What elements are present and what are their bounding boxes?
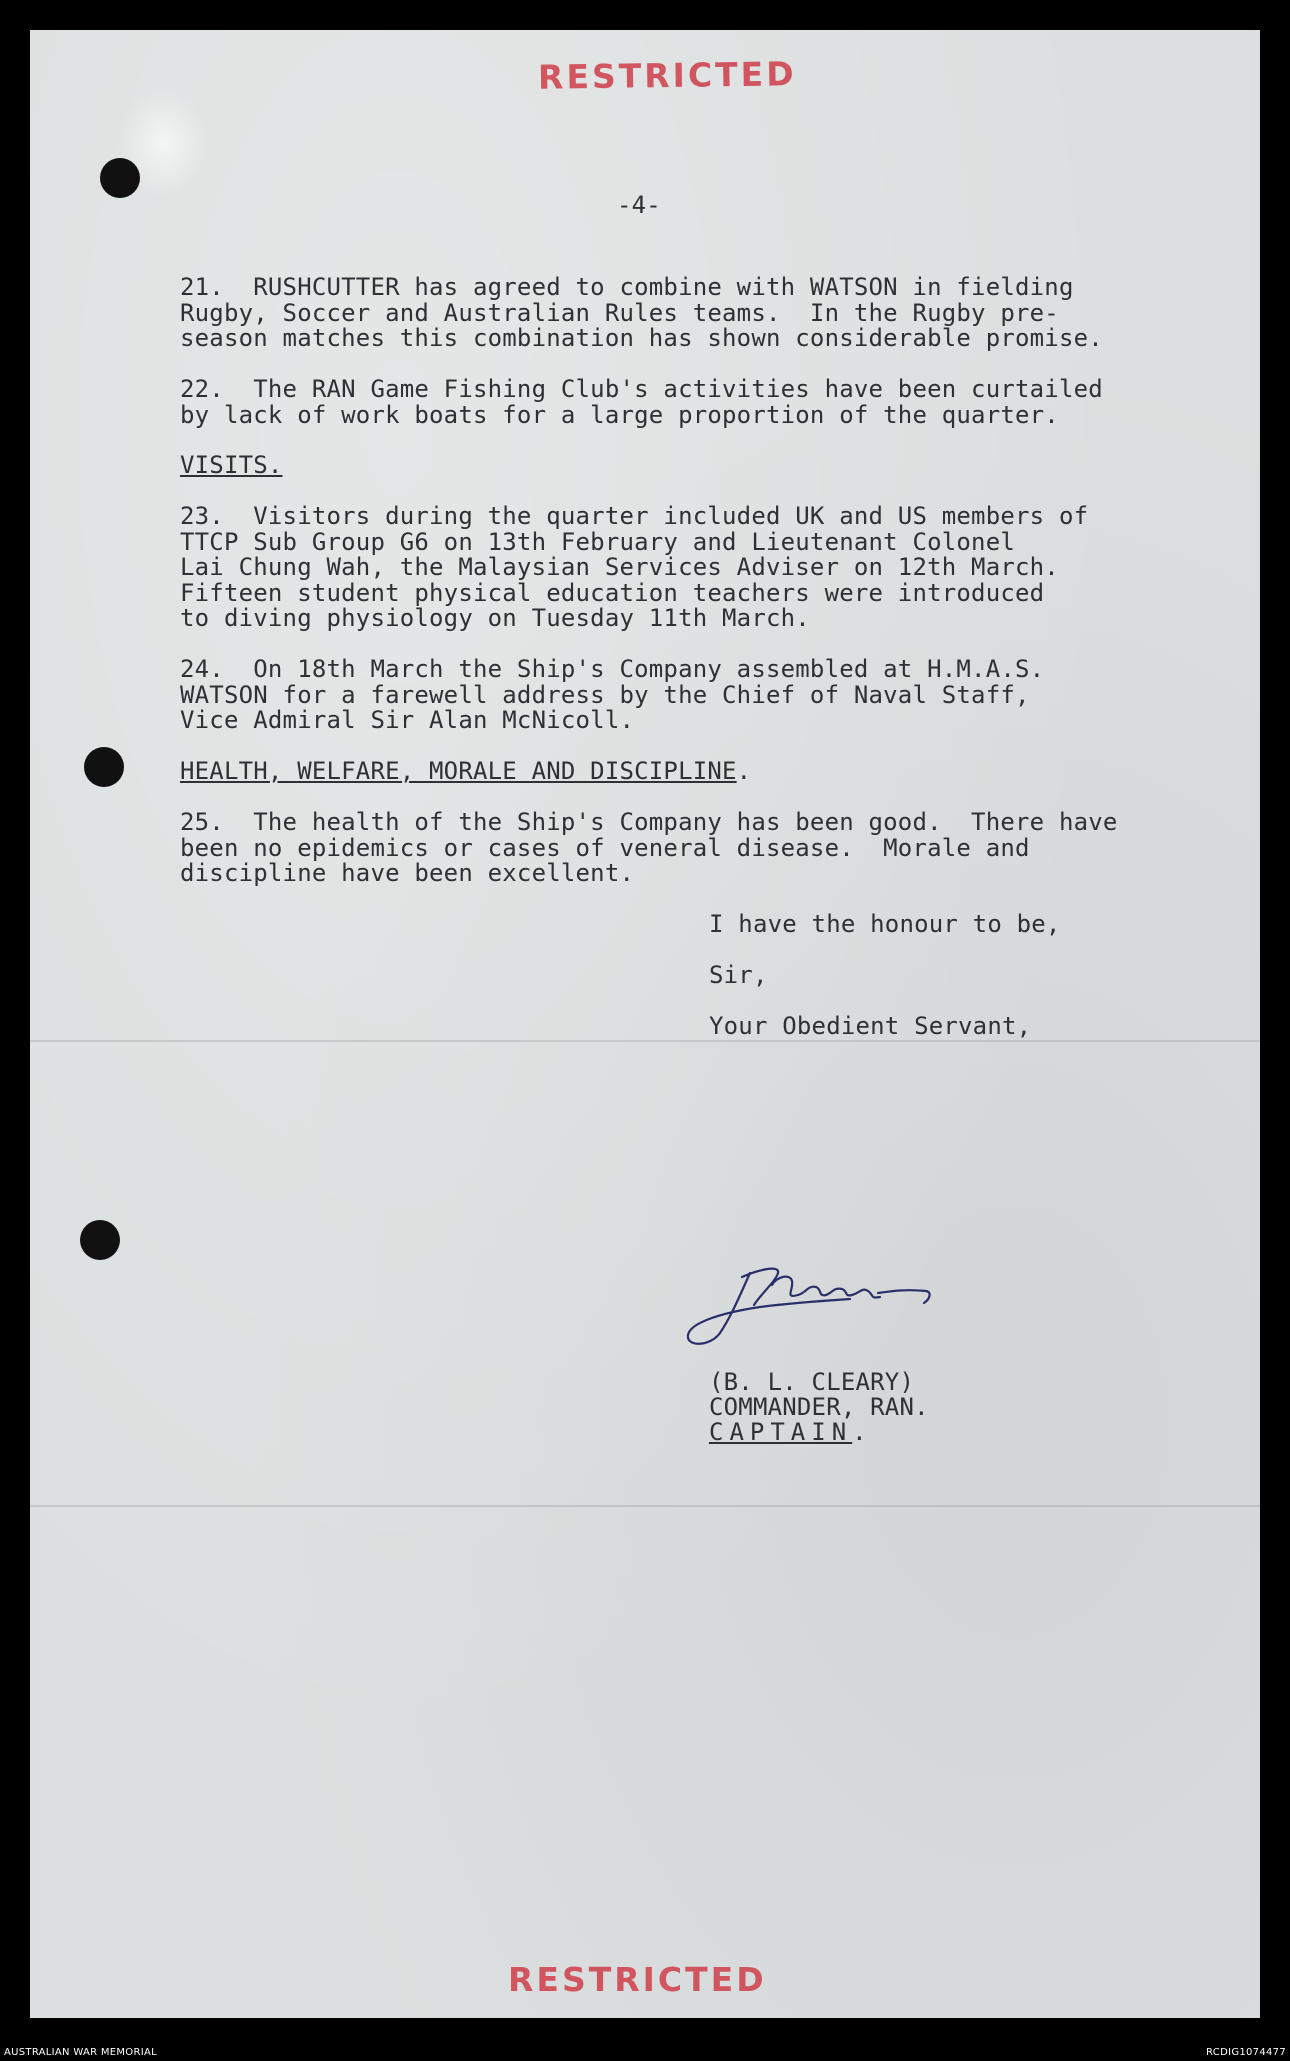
punch-hole xyxy=(84,747,124,787)
paper-fold-line xyxy=(30,1040,1260,1042)
section-heading-visits: VISITS. xyxy=(180,451,283,479)
paper-fold-line xyxy=(30,1505,1260,1507)
health-heading-text: HEALTH, WELFARE, MORALE AND DISCIPLINE xyxy=(180,757,737,785)
health-heading-period: . xyxy=(736,757,752,785)
footer-record-id: RCDIG1074477 xyxy=(1206,2047,1286,2058)
paragraph-24: 24. On 18th March the Ship's Company assembled at H.M.A.S. WATSON for a farewell address by the Chief of Naval Staff, Vice Admiral Sir Alan McNicoll. xyxy=(180,655,1045,734)
punch-hole xyxy=(100,158,140,198)
closing-line-servant: Your Obedient Servant, xyxy=(709,1012,1032,1040)
closing-line-salutation: Sir, xyxy=(709,961,768,989)
paragraph-23: 23. Visitors during the quarter included UK and US members of TTCP Sub Group G6 on 13th February and Lieutenant Colonel Lai Chung Wah, the Malaysian Services Adviser on 12th March. Fifteen student physical education teachers were introduced to diving physiology on Tuesday 11th March. xyxy=(180,502,1089,632)
section-heading-health xyxy=(180,759,751,785)
signatory-name: (B. L. CLEARY) xyxy=(709,1368,915,1396)
signatory-title xyxy=(709,1420,867,1446)
signatory-title-period: . xyxy=(852,1418,867,1446)
handwritten-signature xyxy=(680,1255,960,1355)
restricted-stamp-top: RESTRICTED xyxy=(537,54,797,97)
paragraph-25: 25. The health of the Ship's Company has been good. There have been no epidemics or cases of veneral disease. Morale and discipline have been excellent. xyxy=(180,808,1118,887)
closing-line-honour: I have the honour to be, xyxy=(709,910,1061,938)
signatory-rank: COMMANDER, RAN. xyxy=(709,1393,929,1421)
signatory-title-text: CAPTAIN xyxy=(709,1418,853,1446)
paragraph-22: 22. The RAN Game Fishing Club's activities have been curtailed by lack of work boats for a large proportion of the quarter. xyxy=(180,375,1103,429)
page-number: -4- xyxy=(617,191,661,219)
punch-hole xyxy=(80,1220,120,1260)
paragraph-21: 21. RUSHCUTTER has agreed to combine with WATSON in fielding Rugby, Soccer and Australian Rules teams. In the Rugby pre- season matches this combination has shown considerable promise. xyxy=(180,273,1103,352)
footer-archive-name: AUSTRALIAN WAR MEMORIAL xyxy=(4,2047,157,2058)
restricted-stamp-bottom: RESTRICTED xyxy=(508,1960,767,1999)
